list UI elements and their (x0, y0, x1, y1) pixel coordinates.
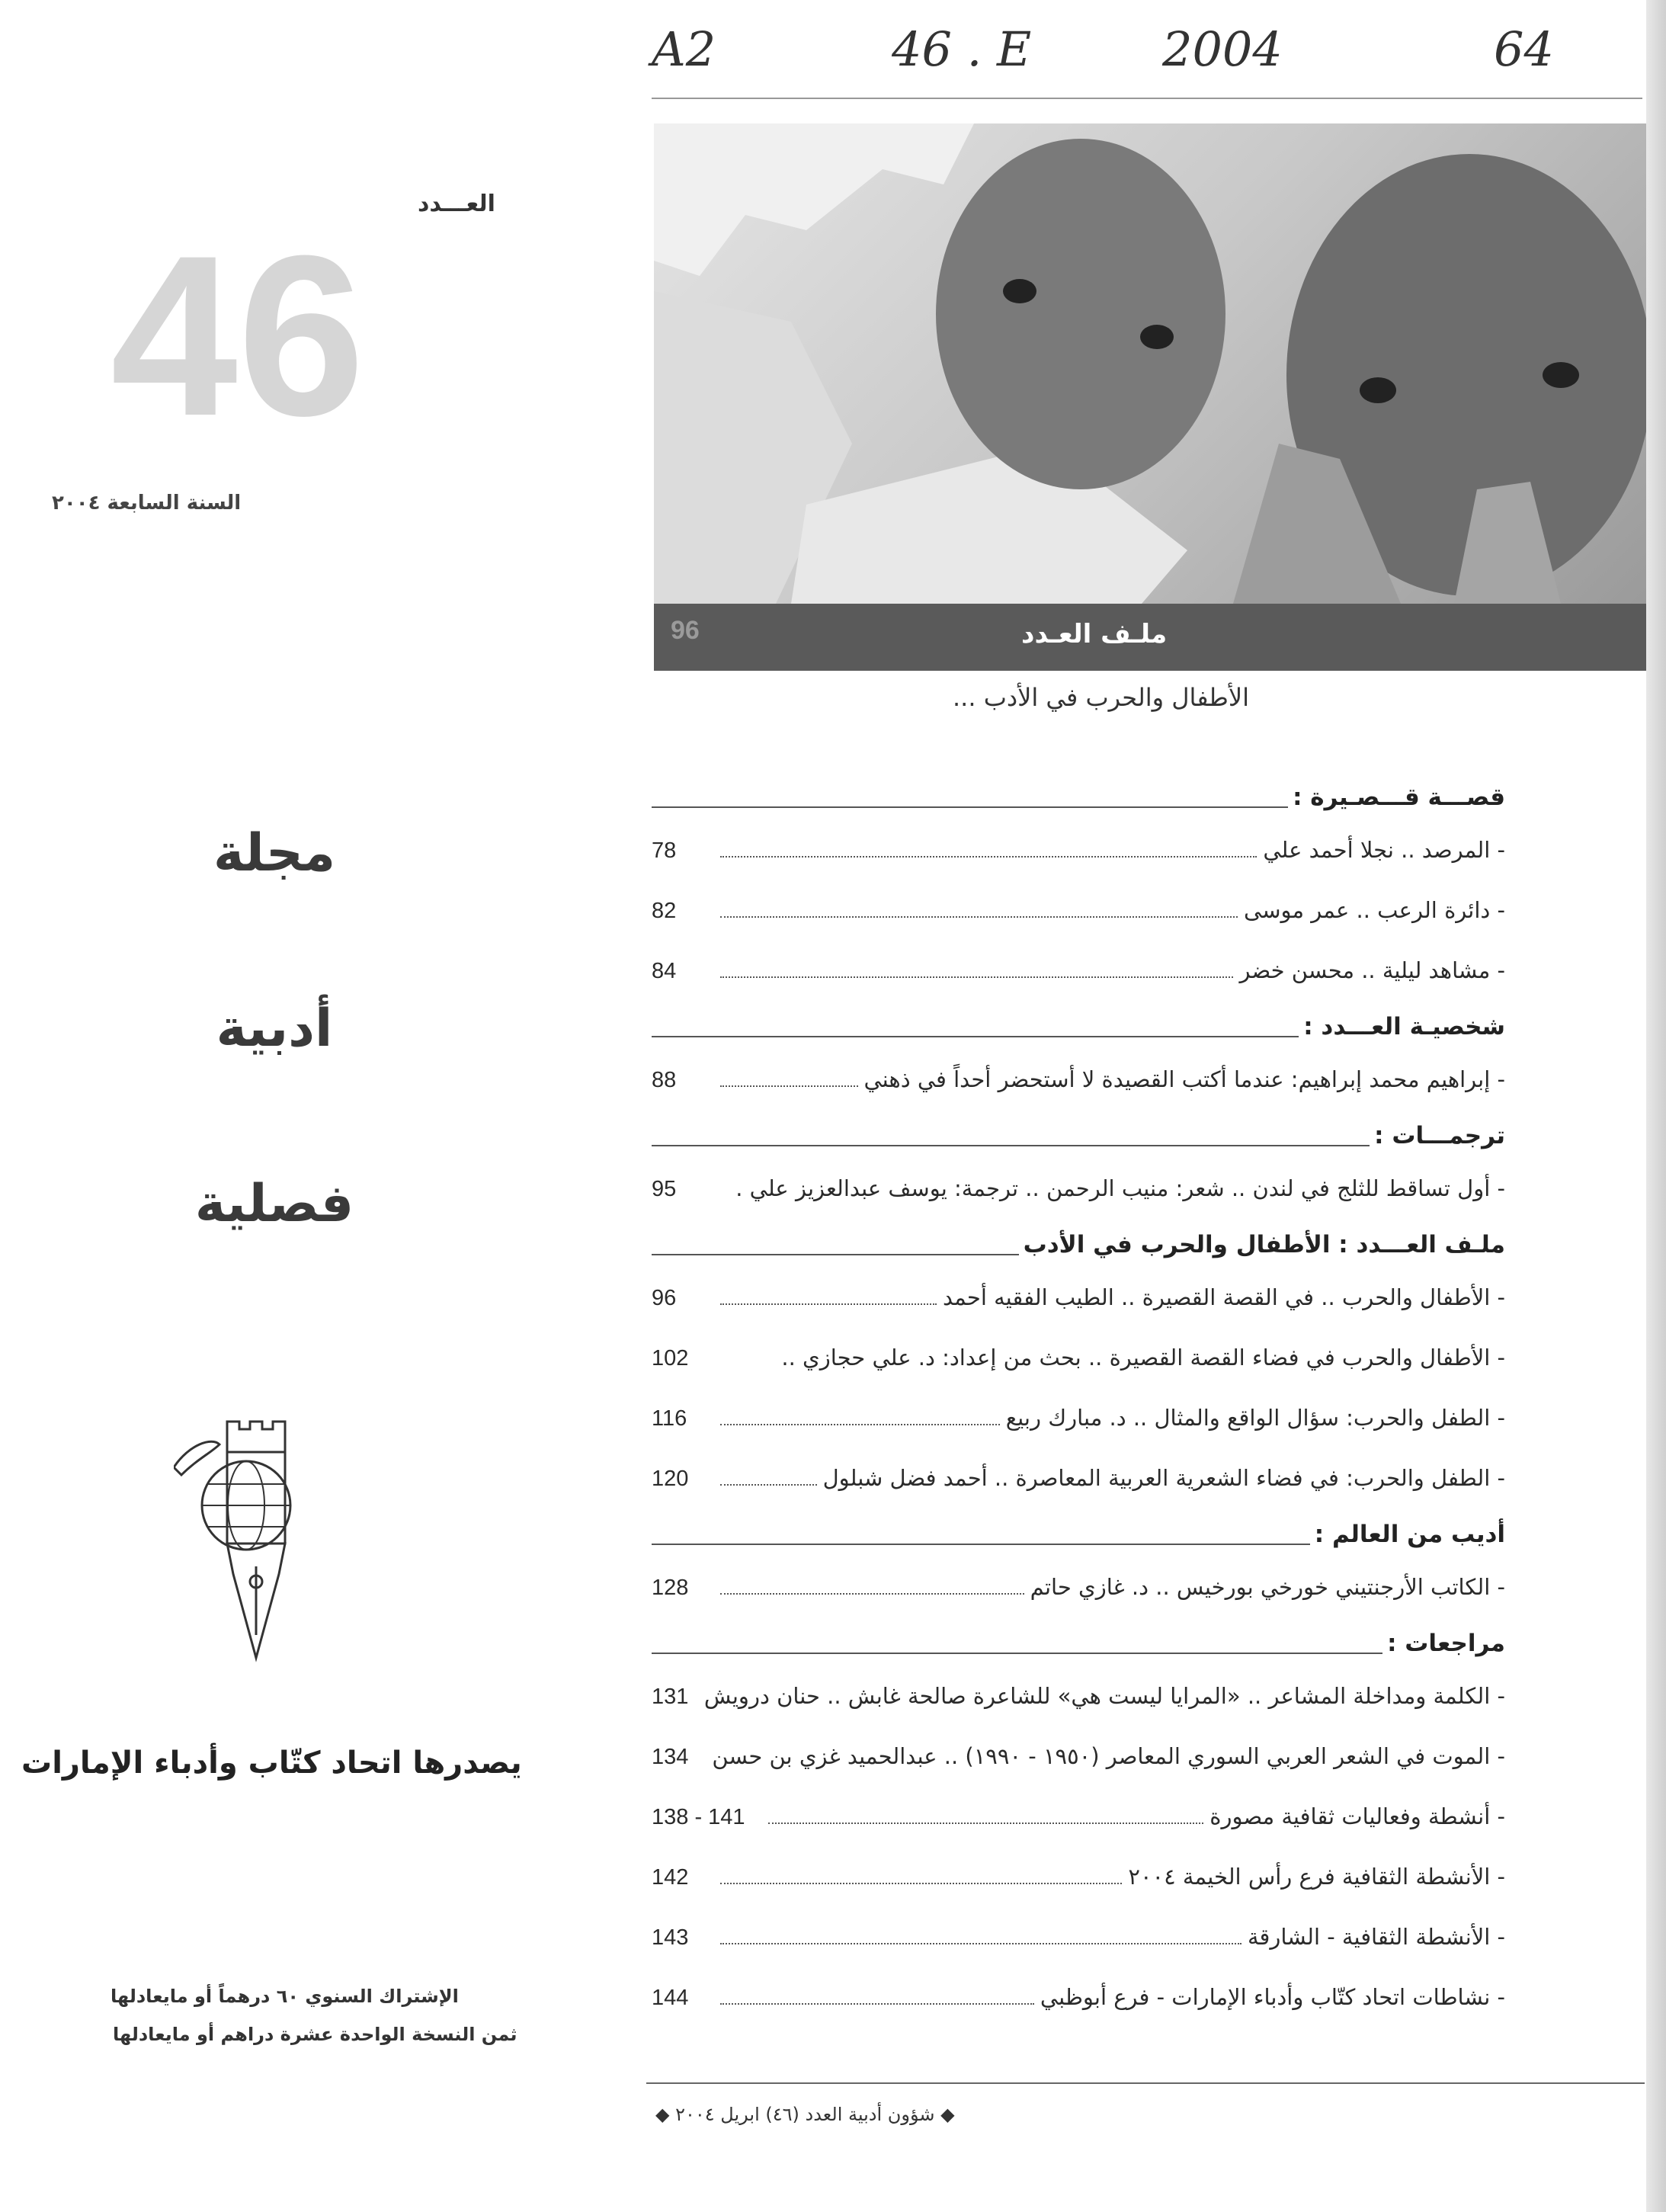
item-title: - المرصد .. نجلا أحمد علي (1263, 837, 1505, 863)
toc-item (652, 880, 1505, 941)
page-edge (1646, 0, 1666, 2212)
page-number: 96 (652, 1286, 677, 1310)
feature-bar-title: ملـف العـدد (1021, 619, 1168, 649)
toc-section-heading (652, 1122, 1505, 1159)
toc-item (652, 820, 1505, 880)
dot-leader (720, 916, 1238, 918)
diamond-icon: ◆ (940, 2104, 955, 2125)
page-number: 134 (652, 1745, 689, 1769)
dot-leader (768, 1822, 1204, 1824)
diamond-icon: ◆ (655, 2104, 670, 2125)
toc-item (652, 1448, 1505, 1508)
toc-item (652, 1388, 1505, 1448)
item-title: - أول تساقط للثلج في لندن .. شعر: منيب الرحمن .. ترجمة: يوسف عبدالعزيز علي . (735, 1175, 1505, 1201)
section-title: ملـف العـــدد : الأطفال والحرب في الأدب (1019, 1231, 1505, 1258)
page-number: 95 (652, 1177, 677, 1201)
item-title: - الموت في الشعر العربي السوري المعاصر (١٩٥٠ - ١٩٩٠) .. عبدالحميد غزي بن حسن (712, 1743, 1505, 1769)
section-title: مراجعات : (1382, 1630, 1505, 1657)
title-word: مجلة (213, 823, 336, 883)
dot-leader (720, 1484, 817, 1486)
handwritten-note: 46 . E (892, 21, 1032, 77)
page-number: 102 (652, 1346, 689, 1370)
page-number: 120 (652, 1467, 689, 1491)
section-title: أديب من العالم : (1310, 1521, 1505, 1548)
item-title: - أنشطة وفعاليات ثقافية مصورة (1209, 1803, 1505, 1829)
children-photo-icon (654, 123, 1654, 604)
toc-section-heading (652, 1521, 1505, 1557)
issue-label: العـــدد (418, 191, 495, 217)
item-title: - الأطفال والحرب .. في القصة القصيرة .. الطيب الفقيه أحمد (942, 1284, 1505, 1310)
page-number: 88 (652, 1068, 677, 1092)
page-number: 116 (652, 1406, 687, 1431)
toc-section-heading (652, 1231, 1505, 1268)
handwritten-note: 64 (1494, 21, 1554, 77)
handwritten-note: A2 (652, 21, 716, 77)
page-number: 84 (652, 959, 677, 983)
item-title: - الأطفال والحرب في فضاء القصة القصيرة .. بحث من إعداد: د. علي حجازي .. (781, 1345, 1505, 1370)
page-number: 128 (652, 1576, 689, 1600)
top-rule (652, 98, 1642, 99)
toc-item (652, 1268, 1505, 1328)
page-number: 82 (652, 899, 677, 923)
item-title: - الطفل والحرب: في فضاء الشعرية العربية المعاصرة .. أحمد فضل شبلول (822, 1465, 1505, 1491)
dot-leader (720, 2003, 1034, 2005)
issue-number: 46 (111, 207, 365, 463)
feature-photo (654, 123, 1654, 604)
dot-leader (720, 1303, 937, 1305)
section-title: شخصيـة العـــدد : (1299, 1013, 1505, 1040)
toc-item (652, 1726, 1505, 1787)
feature-subtitle: الأطفال والحرب في الأدب ... (953, 683, 1250, 712)
dot-leader (720, 1943, 1241, 1944)
item-title: - الطفل والحرب: سؤال الواقع والمثال .. د. مبارك ربيع (1005, 1405, 1505, 1431)
pen-globe-logo-icon (174, 1414, 334, 1673)
toc-section-heading (652, 784, 1505, 820)
toc-item (652, 1787, 1505, 1847)
item-title: - مشاهد ليلية .. محسن خضر (1239, 957, 1505, 983)
toc-item (652, 1557, 1505, 1617)
title-word: فصلية (194, 1174, 354, 1234)
page-number: 142 (652, 1865, 689, 1890)
year-line: السنة السابعة ٢٠٠٤ (52, 492, 242, 515)
toc-item (652, 1328, 1505, 1388)
toc-item (652, 941, 1505, 1001)
page-footer (655, 2104, 955, 2125)
dot-leader (720, 856, 1257, 858)
toc-section-heading (652, 1013, 1505, 1050)
dot-leader (720, 1424, 1000, 1425)
item-title: - نشاطات اتحاد كتّاب وأدباء الإمارات - فرع أبوظبي (1040, 1984, 1505, 2010)
toc-item (652, 1847, 1505, 1907)
toc-section-heading (652, 1630, 1505, 1666)
section-title: قصـــة قـــصـيرة : (1288, 784, 1505, 811)
toc-item (652, 1666, 1505, 1726)
page-number: 143 (652, 1925, 689, 1950)
single-copy-note: ثمن النسخة الواحدة عشرة دراهم أو مايعادلها (113, 2024, 517, 2045)
footer-rule (646, 2082, 1645, 2084)
item-title: - الأنشطة الثقافية - الشارقة (1247, 1924, 1505, 1950)
publisher-line: يصدرها اتحاد كتّاب وأدباء الإمارات (21, 1746, 522, 1781)
page-number: 138 - 141 (652, 1805, 745, 1829)
item-title: - الكاتب الأرجنتيني خورخي بورخيس .. د. غازي حاتم (1030, 1574, 1505, 1600)
item-title: - إبراهيم محمد إبراهيم: عندما أكتب القصيدة لا أستحضر أحداً في ذهني (863, 1066, 1505, 1092)
toc-item (652, 1159, 1505, 1219)
feature-page-number: 96 (671, 616, 700, 645)
union-logo (174, 1414, 334, 1673)
dot-leader (720, 1593, 1024, 1595)
dot-leader (720, 1085, 858, 1087)
dot-leader (720, 976, 1233, 978)
page-number: 78 (652, 838, 677, 863)
table-of-contents (652, 771, 1505, 2028)
footer-text: شؤون أدبية العدد (٤٦) ابريل ٢٠٠٤ (675, 2104, 935, 2125)
subscription-note: الإشتراك السنوي ٦٠ درهماً أو مايعادلها (111, 1986, 459, 2007)
item-title: - الأنشطة الثقافية فرع رأس الخيمة ٢٠٠٤ (1128, 1864, 1505, 1890)
section-title: ترجمـــات : (1370, 1122, 1505, 1149)
page-number: 131 (652, 1685, 689, 1709)
item-title: - الكلمة ومداخلة المشاعر .. «المرايا ليست هي» للشاعرة صالحة غابش .. حنان درويش (703, 1683, 1505, 1709)
page-number: 144 (652, 1986, 689, 2010)
toc-item (652, 1907, 1505, 1967)
item-title: - دائرة الرعب .. عمر موسى (1244, 897, 1505, 923)
handwritten-note: 2004 (1162, 21, 1283, 77)
toc-item (652, 1967, 1505, 2028)
title-word: أدبية (216, 999, 333, 1059)
dot-leader (720, 1883, 1122, 1884)
toc-item (652, 1050, 1505, 1110)
